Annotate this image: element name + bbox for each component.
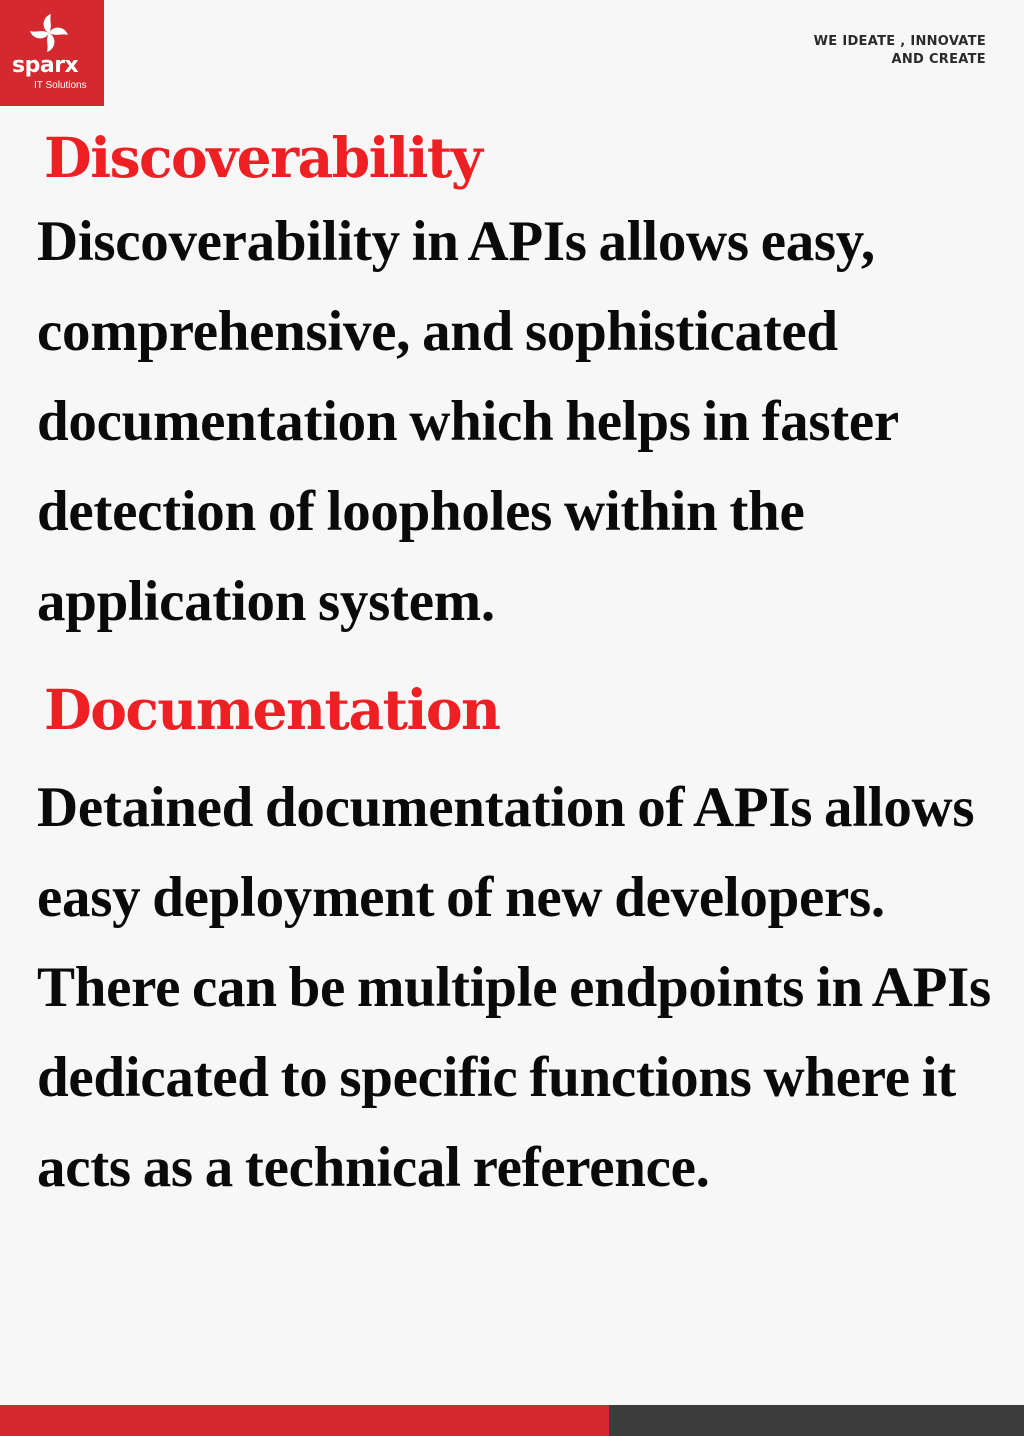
tagline-line-2: AND CREATE <box>891 52 986 67</box>
tagline-line-1: WE IDEATE , INNOVATE <box>813 34 986 49</box>
section-body-discoverability: Discoverability in APIs allows easy, comprehensive, and sophisticated documentation which helps in faster detection of loopholes within the application system. <box>37 210 898 633</box>
section-body-documentation: Detained documentation of APIs allows easy deployment of new developers. There can be multiple endpoints in APIs dedicated to specific functions where it acts as a technical reference. <box>37 776 991 1199</box>
brand-name: sparx <box>12 53 79 78</box>
section-heading-documentation: Documentation <box>44 677 500 742</box>
pinwheel-icon <box>28 12 70 54</box>
section-heading-discoverability: Discoverability <box>44 125 482 190</box>
footer-bar-dark <box>609 1405 1024 1436</box>
tagline <box>814 33 986 69</box>
brand-logo <box>0 0 104 106</box>
footer-bar-red <box>0 1405 609 1436</box>
brand-subtitle: IT Solutions <box>34 80 87 91</box>
